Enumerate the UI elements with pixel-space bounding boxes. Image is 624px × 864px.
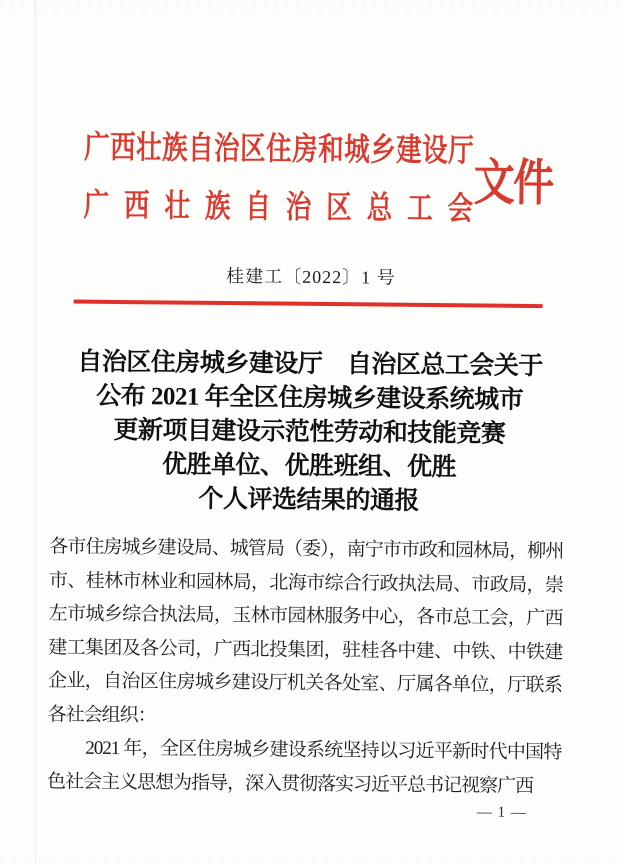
title-line-3: 更新项目建设示范性劳动和技能竞赛 — [113, 416, 506, 448]
document-body — [47, 530, 564, 803]
red-divider-line — [74, 300, 543, 309]
recipients-paragraph: 各市住房城乡建设局、城管局（委），南宁市市政和园林局，柳州市、桂林市林业和园林局，北海市综合行政执法局、市政局，崇左市城乡综合执法局，玉林市园林服务中心，各市总工会，广西建工集团及各公司，广西北投集团，驻桂各中建、中铁、中铁建企业，自治区住房城乡建设厅机关各处室、厅属各单位，厅联系各社会组织： — [47, 536, 564, 726]
title-line-5: 个人评选结果的通报 — [198, 485, 420, 515]
intro-paragraph: 2021 年，全区住房城乡建设系统坚持以习近平新时代中国特色社会主义思想为指导，深入贯彻落实习近平总书记视察广西 — [46, 737, 562, 797]
doc-type-label: 文件 — [473, 154, 553, 212]
document-number: 桂建工〔2022〕1 号 — [226, 266, 396, 288]
agency-name-line1: 广西壮族自治区住房和城乡建设厅 — [83, 128, 474, 169]
title-line-1: 自治区住房城乡建设厅 自治区总工会关于 — [77, 348, 543, 381]
title-line-4: 优胜单位、优胜班组、优胜 — [161, 451, 457, 482]
page-number: — 1 — — [476, 804, 527, 821]
agency-name-line2: 广西壮族自治区总工会 — [83, 186, 474, 227]
document-title — [0, 345, 622, 521]
letterhead — [83, 127, 473, 230]
title-line-2: 公布 2021 年全区住房城乡建设系统城市 — [96, 382, 524, 414]
